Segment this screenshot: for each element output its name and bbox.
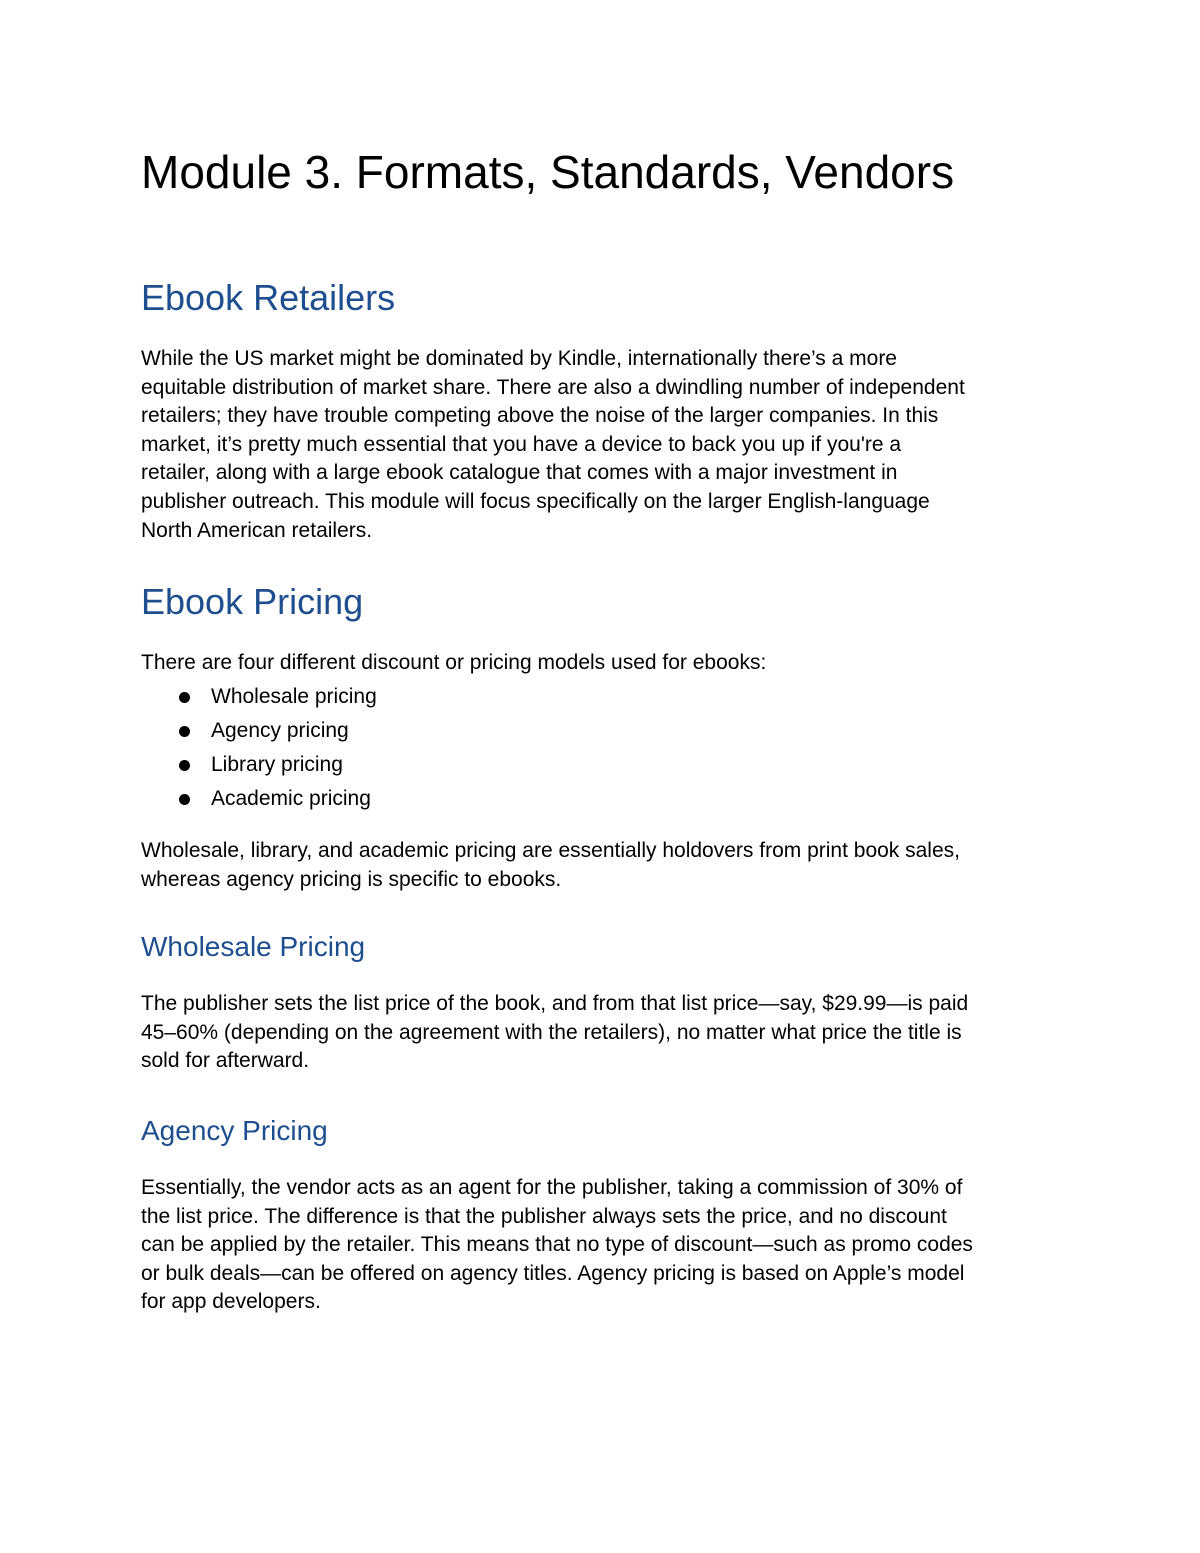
- paragraph-pricing-intro: [141, 649, 766, 678]
- paragraph-line: or bulk deals—can be offered on agency titles. Agency pricing is based on Apple’s model: [141, 1261, 965, 1285]
- paragraph-line: the list price. The difference is that the publisher always sets the price, and no discount: [141, 1204, 947, 1228]
- paragraph-line: retailer, along with a large ebook catalogue that comes with a major investment in: [141, 461, 898, 485]
- list-item-label: Agency pricing: [211, 719, 349, 742]
- paragraph-line: There are four different discount or pricing models used for ebooks:: [141, 651, 767, 674]
- list-item: [141, 682, 377, 716]
- paragraph-line: Wholesale, library, and academic pricing are essentially holdovers from print book sales,: [141, 839, 960, 862]
- list-item: [141, 716, 377, 750]
- bullet-icon: [179, 760, 190, 771]
- paragraph-line: market, it’s pretty much essential that you have a device to back you up if you're a: [141, 432, 902, 456]
- bullet-icon: [179, 794, 190, 805]
- paragraph-line: While the US market might be dominated by Kindle, internationally there’s a more: [141, 347, 897, 370]
- list-item: [141, 750, 377, 784]
- heading-ebook-pricing: Ebook Pricing: [141, 581, 364, 622]
- list-item-label: Academic pricing: [211, 787, 371, 810]
- paragraph-line: publisher outreach. This module will focus specifically on the larger English-language: [141, 489, 930, 513]
- paragraph-line: for app developers.: [141, 1290, 321, 1314]
- heading-ebook-retailers: Ebook Retailers: [141, 277, 396, 318]
- paragraph-line: retailers; they have trouble competing above the noise of the larger companies. In this: [141, 404, 939, 428]
- list-item-label: Wholesale pricing: [211, 685, 377, 708]
- paragraph-agency-pricing: [141, 1174, 973, 1317]
- list-item: [141, 784, 377, 818]
- bullet-icon: [179, 726, 190, 737]
- paragraph-line: equitable distribution of market share. There are also a dwindling number of independent: [141, 375, 965, 399]
- paragraph-line: The publisher sets the list price of the book, and from that list price—say, $29.99—is paid: [141, 992, 969, 1015]
- paragraph-line: sold for afterward.: [141, 1049, 310, 1073]
- list-item-label: Library pricing: [211, 753, 343, 776]
- paragraph-line: can be applied by the retailer. This means that no type of discount—such as promo codes: [141, 1233, 973, 1257]
- paragraph-line: Essentially, the vendor acts as an agent for the publisher, taking a commission of 30% of: [141, 1176, 963, 1199]
- paragraph-wholesale-pricing: [141, 990, 968, 1076]
- paragraph-line: 45–60% (depending on the agreement with the retailers), no matter what price the title is: [141, 1020, 962, 1044]
- paragraph-line: whereas agency pricing is specific to ebooks.: [141, 867, 562, 891]
- pricing-models-list: [141, 682, 377, 818]
- heading-wholesale-pricing: Wholesale Pricing: [141, 931, 366, 962]
- paragraph-ebook-retailers: [141, 345, 965, 545]
- heading-agency-pricing: Agency Pricing: [141, 1115, 328, 1146]
- bullet-icon: [179, 692, 190, 703]
- page-title: Module 3. Formats, Standards, Vendors: [141, 146, 955, 198]
- paragraph-line: North American retailers.: [141, 518, 373, 542]
- paragraph-pricing-summary: [141, 837, 960, 894]
